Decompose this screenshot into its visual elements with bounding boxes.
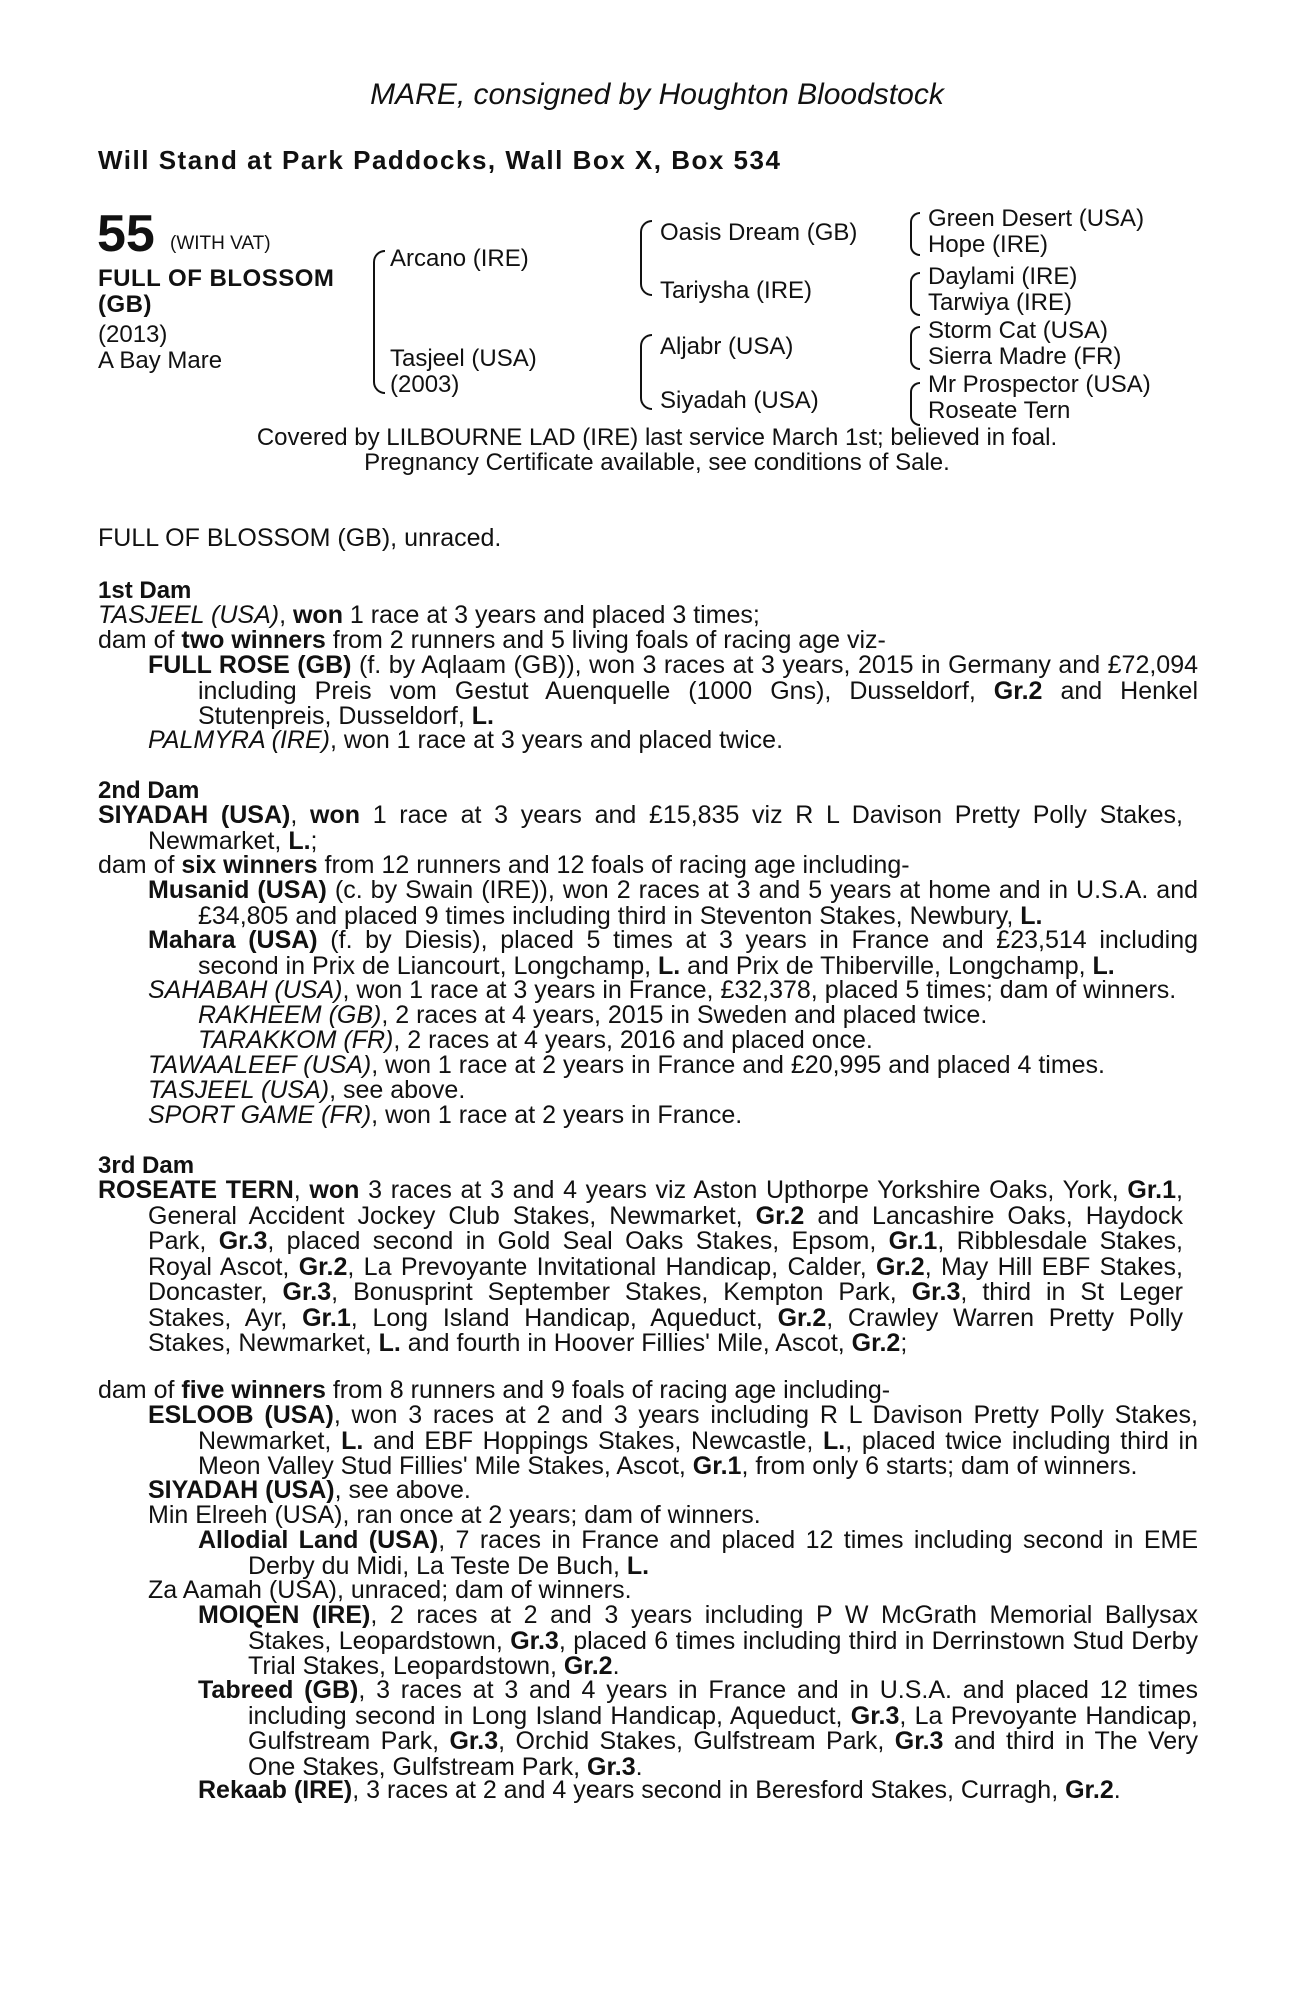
produce-musanid bbox=[148, 878, 1198, 929]
text: 3 races at 3 and 4 years viz Aston Upthorpe Yorkshire Oaks, York, bbox=[359, 1176, 1128, 1204]
listed: L. bbox=[471, 702, 494, 730]
horse-name: TARAKKOM (FR) bbox=[198, 1026, 394, 1054]
second-dam-line bbox=[98, 803, 1183, 854]
text: , bbox=[293, 1176, 310, 1204]
produce-za-aamah: Za Aamah (USA), unraced; dam of winners. bbox=[148, 1576, 632, 1604]
produce-moiqen bbox=[198, 1603, 1198, 1680]
horse-name: Musanid (USA) bbox=[148, 876, 327, 904]
grade: Gr.3 bbox=[282, 1278, 332, 1306]
text: (c. by Swain (IRE)), won 2 races at 3 and 5 years at home and in U.S.A. and £34,805 and placed 9 times including third in Steventon Stakes, Newbury, bbox=[198, 876, 1199, 930]
listed: L. bbox=[378, 1329, 401, 1357]
stand-location: Will Stand at Park Paddocks, Wall Box X, Box 534 bbox=[98, 145, 782, 175]
text: and EBF Hoppings Stakes, Newcastle, bbox=[363, 1426, 824, 1455]
first-dam-produce-line bbox=[98, 628, 1198, 654]
horse-name: SPORT GAME (FR) bbox=[148, 1101, 372, 1129]
listed: L. bbox=[1020, 901, 1043, 930]
page-title: MARE, consigned by Houghton Bloodstock bbox=[370, 78, 944, 111]
horse-name: MOIQEN (IRE) bbox=[198, 1601, 371, 1629]
grade: Gr.1 bbox=[302, 1303, 351, 1332]
text: , 2 races at 4 years, 2016 and placed once. bbox=[393, 1026, 873, 1054]
text: from 12 runners and 12 foals of racing age including- bbox=[317, 851, 910, 879]
text: and fourth in Hoover Fillies' Mile, Ascot, bbox=[400, 1329, 852, 1357]
produce-tabreed bbox=[198, 1678, 1198, 1780]
pedigree-gen2-3: Aljabr (USA) bbox=[660, 333, 794, 360]
produce-tasjeel bbox=[148, 1078, 465, 1104]
first-dam-name: TASJEEL (USA) bbox=[98, 601, 280, 629]
grade: Gr.2 bbox=[298, 1252, 348, 1281]
produce-mahara bbox=[148, 928, 1198, 979]
grade: Gr.3 bbox=[449, 1727, 499, 1755]
text: and Prix de Thiberville, Longchamp, bbox=[680, 951, 1093, 980]
text: , won 1 race at 2 years in France and £20,995 and placed 4 times. bbox=[371, 1051, 1105, 1079]
grade: Gr.3 bbox=[850, 1701, 900, 1730]
covered-by-line: Covered by LILBOURNE LAD (IRE) last service March 1st; believed in foal. bbox=[256, 424, 1058, 451]
text: , third in St Leger Stakes, Ayr, bbox=[148, 1278, 1183, 1332]
listed: L. bbox=[658, 951, 681, 980]
text: , placed twice including third in Meon Valley Stud Fillies' Mile Stakes, Ascot, bbox=[198, 1426, 1199, 1480]
gen3-brace-3 bbox=[910, 326, 920, 370]
horse-name: Mahara (USA) bbox=[148, 926, 318, 954]
text: , placed second in Gold Seal Oaks Stakes, Epsom, bbox=[267, 1227, 889, 1255]
gen3-brace-2 bbox=[910, 272, 920, 316]
grade: Gr.2 bbox=[851, 1329, 901, 1357]
text: and third in The Very One Stakes, Gulfstream Park, bbox=[248, 1727, 1198, 1781]
grade: Gr.1 bbox=[888, 1227, 938, 1255]
text: , see above. bbox=[334, 1476, 471, 1504]
text: , General Accident Jockey Club Stakes, Newmarket, bbox=[148, 1176, 1183, 1230]
horse-name: SIYADAH (USA) bbox=[148, 1476, 335, 1504]
text: , Ribblesdale Stakes, Royal Ascot, bbox=[148, 1227, 1183, 1281]
third-dam-produce-line bbox=[98, 1378, 1198, 1404]
text: (f. by Diesis), placed 5 times at 3 years in France and £23,514 including second in Prix de Liancourt, Longchamp, bbox=[198, 926, 1199, 980]
produce-sport-game bbox=[148, 1103, 742, 1129]
produce-siyadah bbox=[148, 1478, 471, 1504]
sire-dam-brace bbox=[373, 250, 385, 394]
first-dam-line bbox=[98, 603, 1198, 629]
grade: Gr.3 bbox=[218, 1227, 268, 1255]
horse-name: TASJEEL (USA) bbox=[148, 1076, 330, 1104]
produce-allodial-land bbox=[198, 1528, 1198, 1579]
produce-tawaaleef bbox=[148, 1053, 1105, 1079]
third-dam-line bbox=[98, 1178, 1183, 1357]
horse-name: SIYADAH (USA) bbox=[98, 801, 291, 829]
pedigree-gen3-6: Sierra Madre (FR) bbox=[928, 343, 1122, 370]
text: , bbox=[279, 601, 293, 629]
grade: Gr.1 bbox=[1127, 1176, 1177, 1204]
pedigree-gen3-2: Hope (IRE) bbox=[928, 231, 1049, 258]
winners-count: five winners bbox=[181, 1376, 326, 1404]
text: , won 3 races at 2 and 3 years including R L Davison Pretty Polly Stakes, Newmarket, bbox=[198, 1401, 1199, 1455]
text: , 3 races at 3 and 4 years in France and in U.S.A. and placed 12 times including second in Long Island Handicap, Aqueduct, bbox=[248, 1676, 1198, 1730]
listed: L. bbox=[341, 1426, 364, 1455]
text: , La Prevoyante Invitational Handicap, Calder, bbox=[347, 1252, 877, 1281]
pedigree-dam: Tasjeel (USA) bbox=[390, 345, 537, 372]
text: , 3 races at 2 and 4 years second in Beresford Stakes, Curragh, bbox=[352, 1776, 1066, 1804]
text: (f. by Aqlaam (GB)), won 3 races at 3 years, 2015 in Germany and £72,094 including Preis vom Gestut Auenquelle (1000 Gns), Dusseldorf, bbox=[198, 651, 1198, 705]
pedigree-dam-year: (2003) bbox=[390, 371, 460, 398]
produce-full-rose bbox=[148, 653, 1198, 730]
pedigree-gen2-2: Tariysha (IRE) bbox=[660, 277, 813, 304]
dam-parents-brace bbox=[640, 334, 652, 410]
horse-name: FULL OF BLOSSOM (GB) bbox=[98, 265, 335, 318]
text: , from only 6 starts; dam of winners. bbox=[741, 1452, 1138, 1480]
horse-year: (2013) bbox=[98, 321, 168, 348]
text: ; bbox=[310, 826, 318, 855]
produce-esloob bbox=[148, 1403, 1198, 1480]
pedigree-gen3-5: Storm Cat (USA) bbox=[928, 317, 1109, 344]
listed: L. bbox=[1092, 951, 1115, 980]
text: . bbox=[1113, 1776, 1121, 1804]
text: , 2 races at 2 and 3 years including P W McGrath Memorial Ballysax Stakes, Leopardstown, bbox=[248, 1601, 1198, 1655]
text: from 8 runners and 9 foals of racing age including- bbox=[325, 1376, 891, 1404]
pedigree-gen3-7: Mr Prospector (USA) bbox=[928, 371, 1151, 398]
horse-name: PALMYRA (IRE) bbox=[148, 726, 330, 754]
produce-min-elreeh: Min Elreeh (USA), ran once at 2 years; dam of winners. bbox=[148, 1501, 761, 1529]
grade: Gr.3 bbox=[510, 1626, 559, 1655]
horse-name: ESLOOB (USA) bbox=[148, 1401, 334, 1429]
pedigree-gen2-4: Siyadah (USA) bbox=[660, 387, 819, 414]
grade: Gr.2 bbox=[876, 1252, 925, 1281]
lot-number: 55 bbox=[97, 205, 155, 263]
text: , see above. bbox=[329, 1076, 466, 1104]
horse-name: TAWAALEEF (USA) bbox=[148, 1051, 372, 1079]
grade: Gr.2 bbox=[993, 676, 1043, 705]
won-label: won bbox=[292, 601, 343, 629]
horse-name: RAKHEEM (GB) bbox=[198, 1001, 382, 1029]
text: , bbox=[290, 801, 310, 829]
pedigree-gen3-1: Green Desert (USA) bbox=[928, 205, 1145, 232]
winners-count: six winners bbox=[181, 851, 318, 879]
grade: Gr.3 bbox=[911, 1278, 961, 1306]
text: . bbox=[635, 1752, 643, 1781]
pedigree-gen2-1: Oasis Dream (GB) bbox=[660, 219, 858, 246]
grade: Gr.1 bbox=[692, 1452, 742, 1480]
text: ; bbox=[900, 1329, 908, 1357]
produce-palmyra bbox=[148, 728, 783, 754]
text: , 2 races at 4 years, 2015 in Sweden and placed twice. bbox=[381, 1001, 988, 1029]
sire-parents-brace bbox=[640, 220, 652, 296]
lot-vat: (WITH VAT) bbox=[170, 233, 271, 254]
produce-sahabah bbox=[148, 978, 1176, 1004]
pedigree-gen3-4: Tarwiya (IRE) bbox=[928, 289, 1073, 316]
horse-description: A Bay Mare bbox=[98, 347, 223, 374]
horse-name: ROSEATE TERN bbox=[98, 1176, 294, 1204]
winners-count: two winners bbox=[181, 626, 326, 654]
text: from 2 runners and 5 living foals of racing age viz- bbox=[325, 626, 886, 654]
listed: L. bbox=[626, 1551, 650, 1580]
text: and Lancashire Oaks, Haydock Park, bbox=[148, 1201, 1183, 1255]
gen3-brace-1 bbox=[910, 212, 920, 256]
horse-name: SAHABAH (USA) bbox=[148, 976, 343, 1004]
text: , Crawley Warren Pretty Polly Stakes, Newmarket, bbox=[148, 1303, 1183, 1357]
first-dam-heading: 1st Dam bbox=[98, 577, 192, 604]
text: . bbox=[612, 1652, 620, 1680]
text: , Long Island Handicap, Aqueduct, bbox=[350, 1303, 778, 1332]
text: 1 race at 3 years and £15,835 viz R L Davison Pretty Polly Stakes, Newmarket, bbox=[148, 801, 1183, 855]
text: , Orchid Stakes, Gulfstream Park, bbox=[498, 1727, 895, 1755]
horse-name: FULL ROSE (GB) bbox=[148, 651, 352, 679]
pedigree-gen3-3: Daylami (IRE) bbox=[928, 263, 1078, 290]
text: and Henkel Stutenpreis, Dusseldorf, bbox=[198, 676, 1198, 730]
grade: Gr.2 bbox=[777, 1303, 827, 1332]
grade: Gr.2 bbox=[1065, 1776, 1114, 1804]
text: , May Hill EBF Stakes, Doncaster, bbox=[148, 1252, 1183, 1306]
unraced-line: FULL OF BLOSSOM (GB), unraced. bbox=[98, 524, 502, 552]
text: 1 race at 3 years and placed 3 times; bbox=[342, 601, 760, 629]
text: , Bonusprint September Stakes, Kempton Park, bbox=[331, 1278, 912, 1306]
third-dam-heading: 3rd Dam bbox=[98, 1152, 195, 1179]
text: , won 1 race at 3 years and placed twice. bbox=[329, 726, 784, 754]
second-dam-heading: 2nd Dam bbox=[98, 777, 200, 804]
horse-name: Allodial Land (USA) bbox=[198, 1526, 439, 1554]
text: , La Prevoyante Handicap, Gulfstream Park, bbox=[248, 1701, 1199, 1755]
gen3-brace-4 bbox=[910, 382, 920, 426]
text: , 7 races in France and placed 12 times including second in EME Derby du Midi, La Teste De Buch, bbox=[248, 1526, 1198, 1580]
grade: Gr.3 bbox=[894, 1727, 944, 1755]
horse-name: Tabreed (GB) bbox=[198, 1676, 359, 1704]
horse-name: Rekaab (IRE) bbox=[198, 1776, 353, 1804]
text: dam of bbox=[98, 851, 182, 879]
pedigree-gen3-8: Roseate Tern bbox=[928, 397, 1071, 424]
produce-tarakkom bbox=[198, 1028, 873, 1054]
listed: L. bbox=[288, 826, 311, 855]
text: , won 1 race at 2 years in France. bbox=[371, 1101, 743, 1129]
pedigree-sire: Arcano (IRE) bbox=[390, 245, 529, 272]
produce-rekaab bbox=[198, 1778, 1121, 1804]
text: , won 1 race at 3 years in France, £32,378, placed 5 times; dam of winners. bbox=[342, 976, 1177, 1004]
won-label: won bbox=[310, 801, 360, 829]
grade: Gr.2 bbox=[563, 1652, 613, 1680]
text: , placed 6 times including third in Derrinstown Stud Derby Trial Stakes, Leopardstown, bbox=[248, 1626, 1198, 1680]
grade: Gr.2 bbox=[755, 1201, 805, 1230]
pregnancy-certificate-line: Pregnancy Certificate available, see conditions of Sale. bbox=[364, 449, 950, 476]
listed: L. bbox=[823, 1426, 846, 1455]
text: dam of bbox=[98, 1376, 182, 1404]
grade: Gr.3 bbox=[587, 1752, 636, 1781]
won-label: won bbox=[309, 1176, 360, 1204]
text: dam of bbox=[98, 626, 182, 654]
produce-rakheem bbox=[198, 1003, 987, 1029]
second-dam-produce-line bbox=[98, 853, 1198, 879]
